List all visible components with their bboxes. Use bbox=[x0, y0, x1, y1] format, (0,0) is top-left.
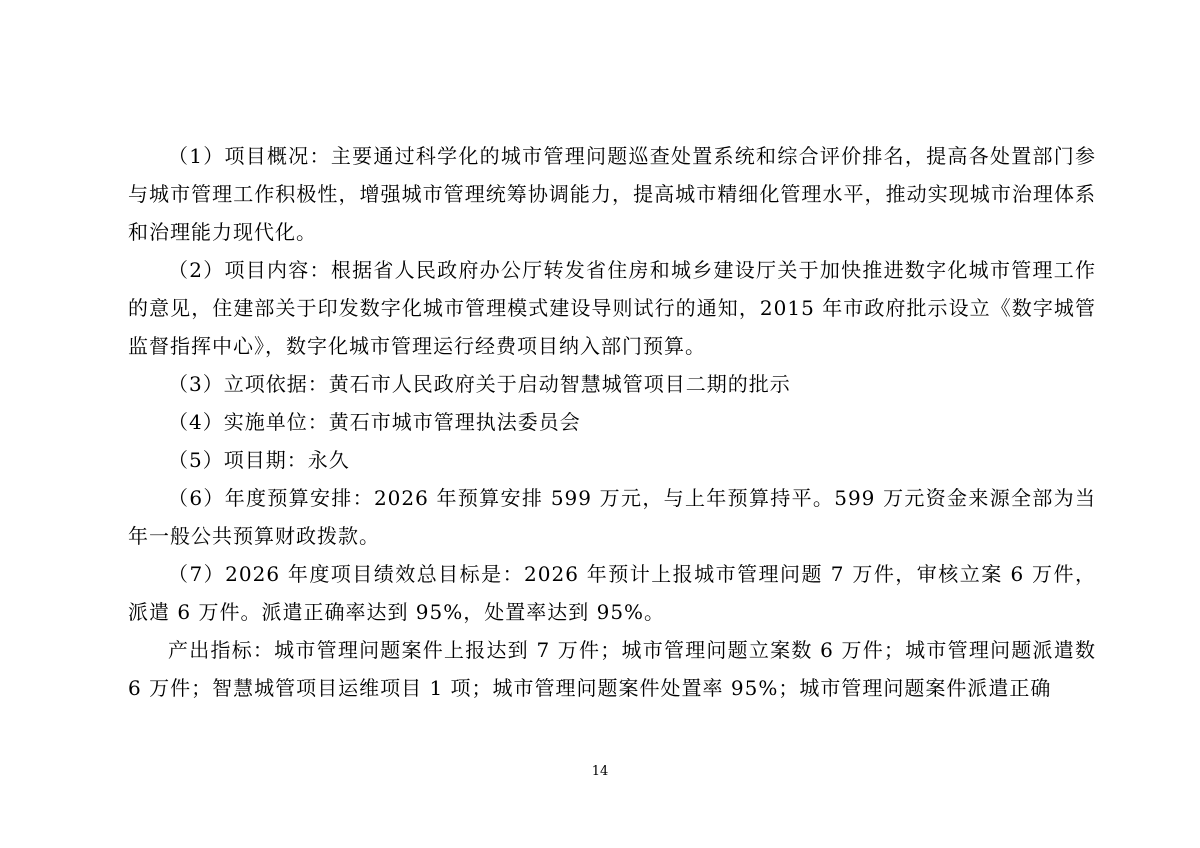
paragraph-project-content: （2）项目内容：根据省人民政府办公厅转发省住房和城乡建设厅关于加快推进数字化城市管理工作的意见，住建部关于印发数字化城市管理模式建设导则试行的通知，2015 年市政府批示设立《数字城管监督指挥中心》，数字化城市管理运行经费项目纳入部门预算。 bbox=[128, 258, 1096, 358]
paragraph-implementing-unit: （4）实施单位：黄石市城市管理执法委员会 bbox=[168, 410, 581, 434]
page-number: 14 bbox=[591, 764, 609, 779]
document-body bbox=[128, 137, 1096, 707]
paragraph-annual-budget: （6）年度预算安排：2026 年预算安排 599 万元，与上年预算持平。599 万元资金来源全部为当年一般公共预算财政拨款。 bbox=[128, 486, 1096, 548]
paragraph-project-overview: （1）项目概况：主要通过科学化的城市管理问题巡查处置系统和综合评价排名，提高各处置部门参与城市管理工作积极性，增强城市管理统筹协调能力，提高城市精细化管理水平，推动实现城市治理体系和治理能力现代化。 bbox=[128, 144, 1096, 244]
paragraph-performance-goal: （7）2026 年度项目绩效总目标是：2026 年预计上报城市管理问题 7 万件，审核立案 6 万件，派遣 6 万件。派遣正确率达到 95%，处置率达到 95%。 bbox=[128, 562, 1096, 624]
paragraph-output-indicators: 产出指标：城市管理问题案件上报达到 7 万件；城市管理问题立案数 6 万件；城市管理问题派遣数 6 万件；智慧城管项目运维项目 1 项；城市管理问题案件处置率 95%；城市管理问题案件派遣正确 bbox=[128, 638, 1096, 700]
paragraph-project-period: （5）项目期：永久 bbox=[168, 448, 350, 472]
paragraph-project-basis: （3）立项依据：黄石市人民政府关于启动智慧城管项目二期的批示 bbox=[168, 372, 791, 396]
